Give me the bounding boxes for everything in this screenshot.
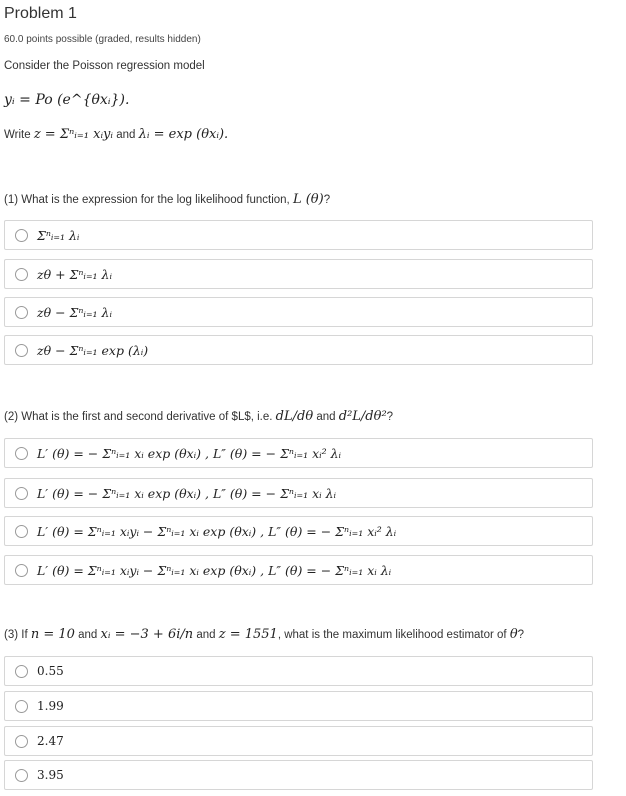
q1-option-2[interactable] [4, 259, 593, 289]
q3-math-n: n = 10 [30, 627, 75, 642]
radio-icon[interactable] [15, 268, 28, 281]
q3-option-2-label: 1.99 [37, 699, 64, 713]
write-prefix: Write [4, 129, 31, 141]
intro-text: Consider the Poisson regression model [4, 60, 205, 72]
q3-option-1-label: 0.55 [37, 664, 64, 678]
radio-icon[interactable] [15, 525, 28, 538]
points-subtitle: 60.0 points possible (graded, results hidden) [4, 34, 201, 45]
radio-icon[interactable] [15, 306, 28, 319]
definitions-line [4, 127, 228, 142]
q2-mid: and [316, 411, 336, 423]
lambda-definition: λᵢ = exp (θxᵢ). [138, 127, 229, 142]
radio-icon[interactable] [15, 700, 28, 713]
q2-option-4-label: L′ (θ) = Σⁿᵢ₌₁ xᵢyᵢ − Σⁿᵢ₌₁ xᵢ exp (θxᵢ) , L″ (θ) = − Σⁿᵢ₌₁ xᵢ λᵢ [37, 562, 392, 578]
q3-option-3[interactable] [4, 726, 593, 756]
q3-suffix: ? [517, 629, 525, 641]
write-and: and [116, 129, 136, 141]
radio-icon[interactable] [15, 487, 28, 500]
q1-math: L (θ) [292, 192, 324, 207]
radio-icon[interactable] [15, 344, 28, 357]
q1-option-1-label: Σⁿᵢ₌₁ λᵢ [37, 227, 80, 243]
q2-math-1: dL/dθ [275, 409, 314, 424]
q1-option-4[interactable] [4, 335, 593, 365]
q3-and-2: and [196, 629, 216, 641]
radio-icon[interactable] [15, 769, 28, 782]
q3-math-theta: θ [509, 627, 518, 642]
radio-icon[interactable] [15, 229, 28, 242]
question-3-text [4, 627, 524, 642]
q2-suffix: ? [386, 411, 394, 423]
q1-suffix: ? [323, 194, 331, 206]
q2-option-2[interactable] [4, 478, 593, 508]
q2-math-2: d²L/dθ² [338, 409, 387, 424]
radio-icon[interactable] [15, 447, 28, 460]
z-definition: z = Σⁿᵢ₌₁ xᵢyᵢ [33, 127, 114, 142]
q2-option-3-label: L′ (θ) = Σⁿᵢ₌₁ xᵢyᵢ − Σⁿᵢ₌₁ xᵢ exp (θxᵢ) , L″ (θ) = − Σⁿᵢ₌₁ xᵢ² λᵢ [37, 523, 397, 539]
q3-option-4[interactable] [4, 760, 593, 790]
q1-option-4-label: zθ − Σⁿᵢ₌₁ exp (λᵢ) [37, 342, 149, 358]
q1-option-3[interactable] [4, 297, 593, 327]
q3-math-z: z = 1551 [218, 627, 278, 642]
q2-option-3[interactable] [4, 516, 593, 546]
q3-option-1[interactable] [4, 656, 593, 686]
radio-icon[interactable] [15, 665, 28, 678]
radio-icon[interactable] [15, 564, 28, 577]
q3-suffix-text: , what is the maximum likelihood estimator of [277, 629, 507, 641]
q1-prefix: (1) What is the expression for the log likelihood function, [4, 194, 290, 206]
radio-icon[interactable] [15, 735, 28, 748]
q3-option-4-label: 3.95 [37, 768, 64, 782]
q3-math-x: xᵢ = −3 + 6i/n [100, 627, 194, 642]
model-equation: yᵢ = Po (e^{θxᵢ}). [4, 92, 130, 108]
q3-option-2[interactable] [4, 691, 593, 721]
question-1-text [4, 192, 330, 207]
q1-option-2-label: zθ + Σⁿᵢ₌₁ λᵢ [37, 266, 112, 282]
q1-option-1[interactable] [4, 220, 593, 250]
q1-option-3-label: zθ − Σⁿᵢ₌₁ λᵢ [37, 304, 112, 320]
q2-option-2-label: L′ (θ) = − Σⁿᵢ₌₁ xᵢ exp (θxᵢ) , L″ (θ) = − Σⁿᵢ₌₁ xᵢ λᵢ [37, 485, 337, 501]
q3-prefix: (3) If [4, 629, 28, 641]
problem-title: Problem 1 [4, 5, 77, 22]
question-2-text [4, 409, 393, 424]
q2-option-4[interactable] [4, 555, 593, 585]
q3-option-3-label: 2.47 [37, 734, 64, 748]
q3-and-1: and [78, 629, 98, 641]
q2-prefix: (2) What is the first and second derivative of $L$, i.e. [4, 411, 273, 423]
q2-option-1-label: L′ (θ) = − Σⁿᵢ₌₁ xᵢ exp (θxᵢ) , L″ (θ) = − Σⁿᵢ₌₁ xᵢ² λᵢ [37, 445, 342, 461]
q2-option-1[interactable] [4, 438, 593, 468]
